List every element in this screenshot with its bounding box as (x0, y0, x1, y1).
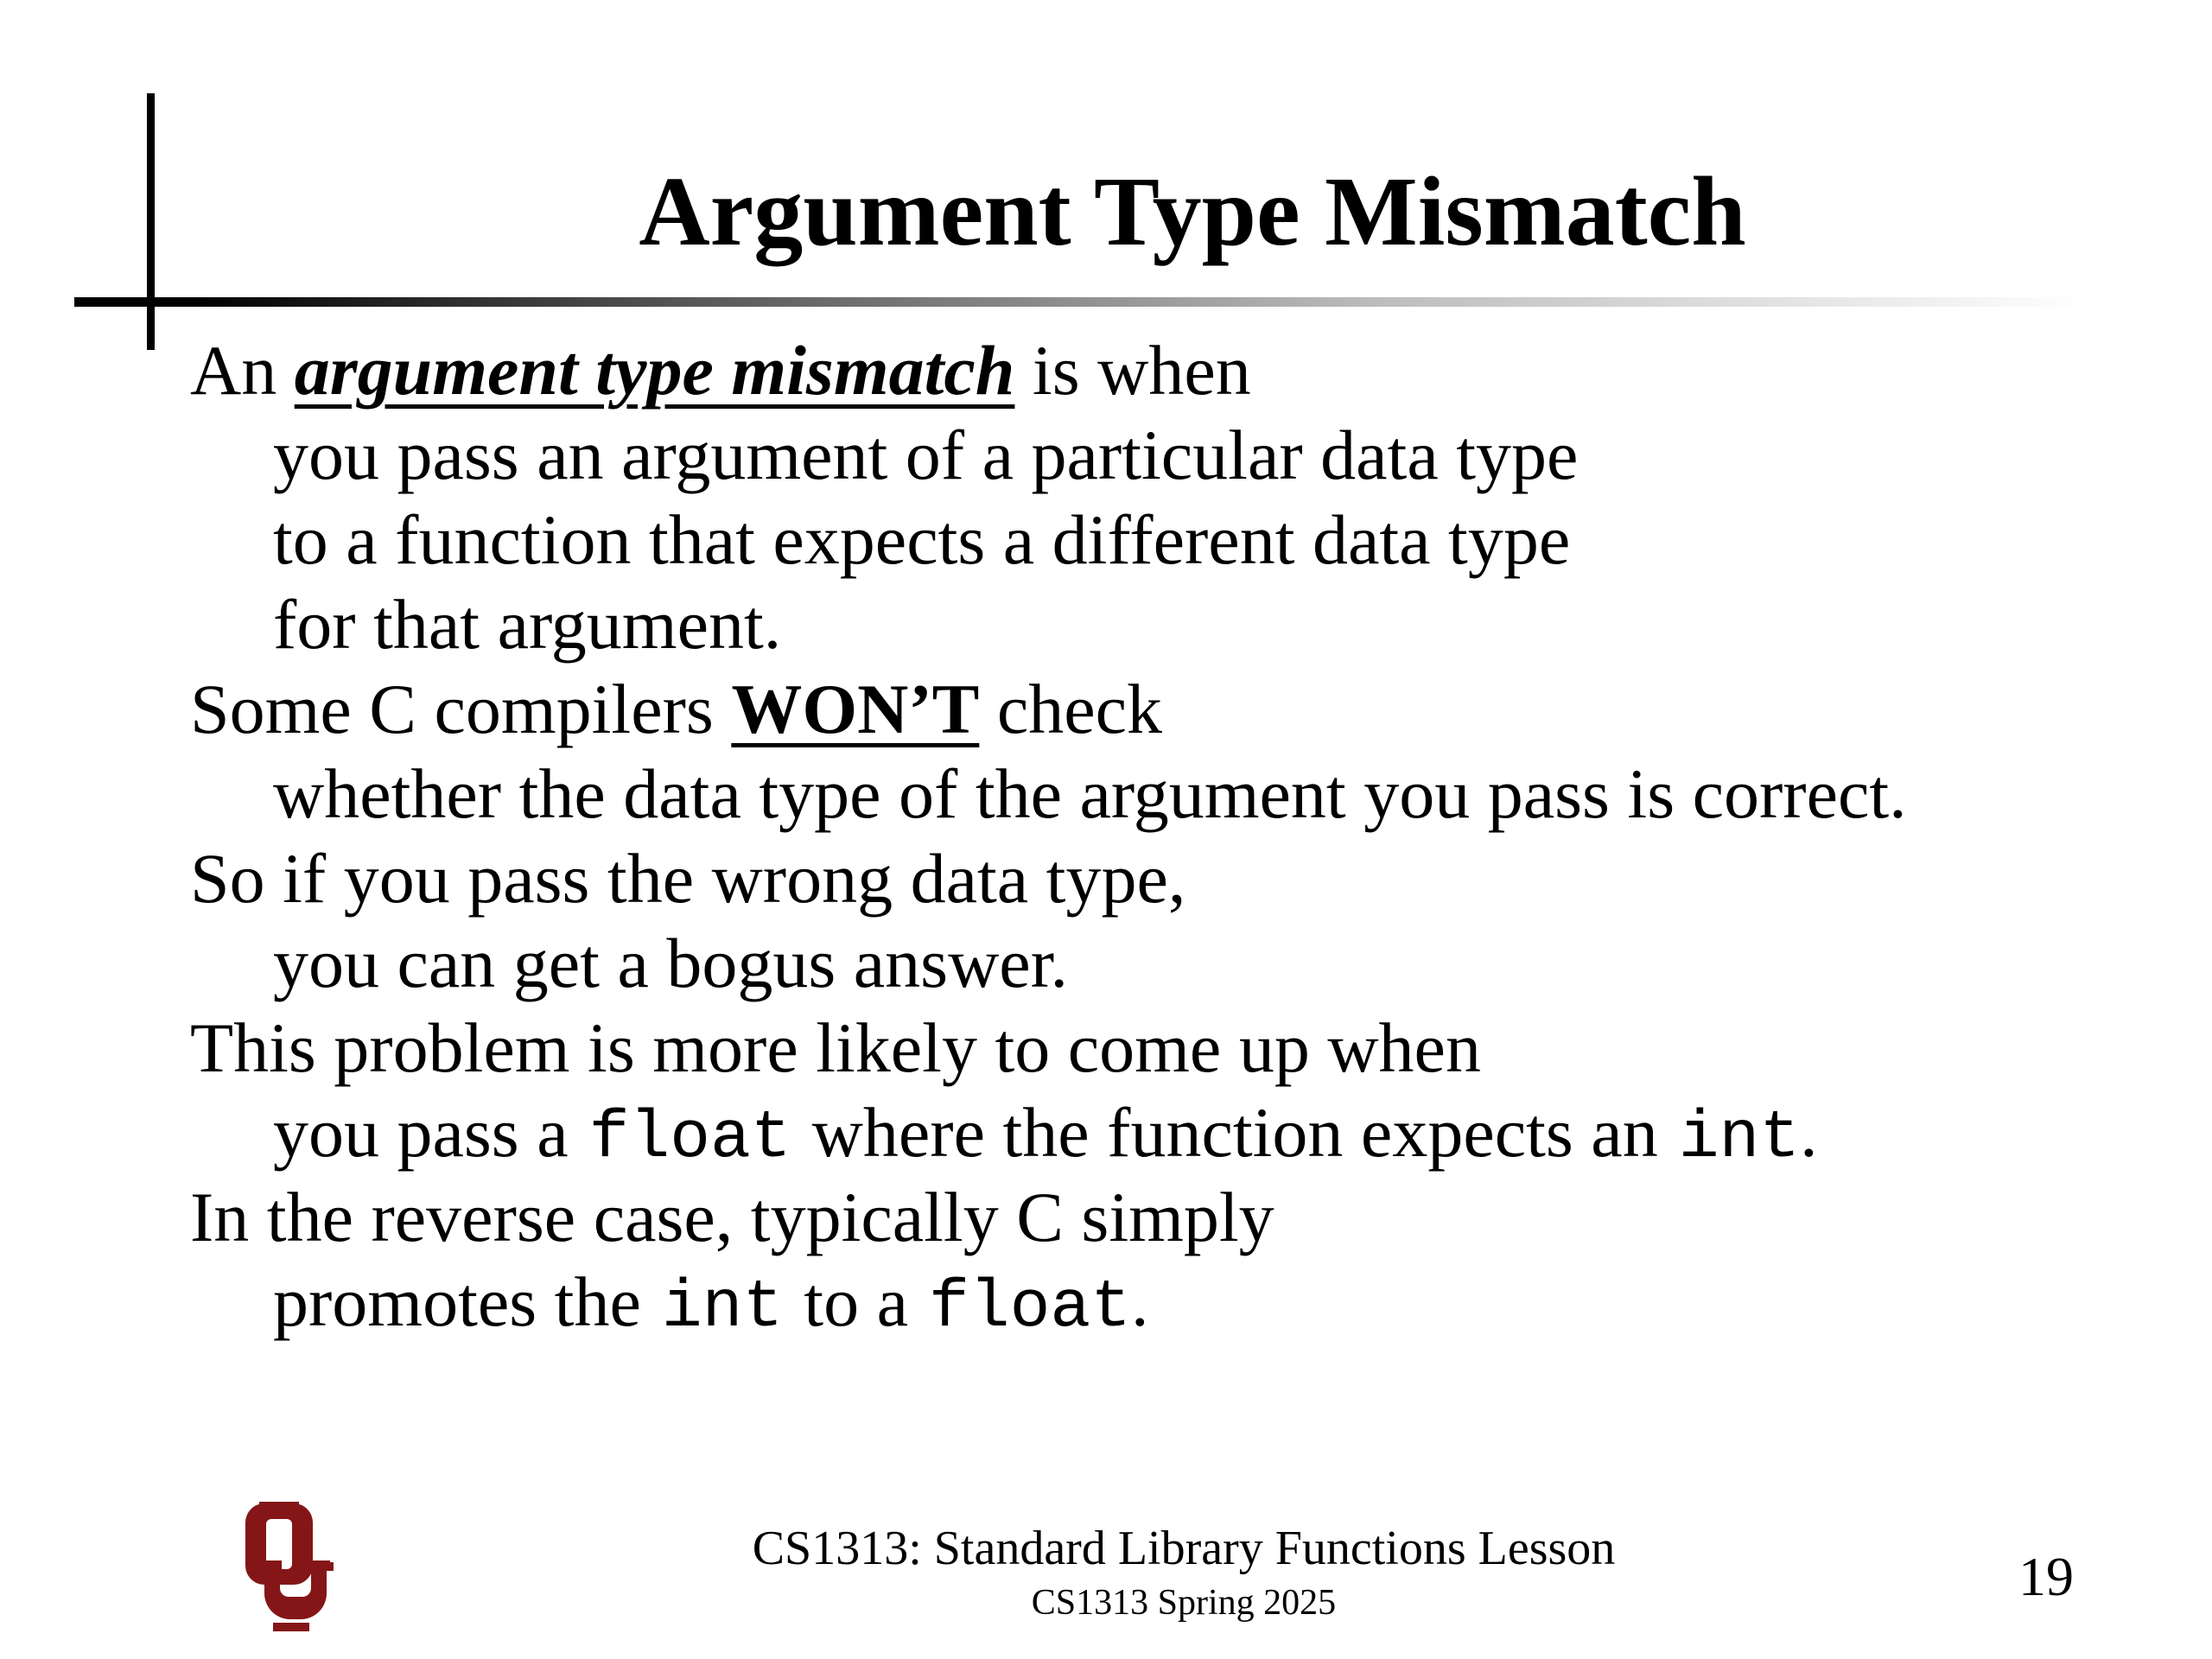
body-line-1: An argument type mismatch is when (190, 331, 1251, 410)
body-line-5: Some C compilers WON’T check (190, 670, 1163, 748)
body-line-7: So if you pass the wrong data type, (190, 839, 1186, 918)
slide-title: Argument Type Mismatch (639, 156, 1746, 266)
code-int: int (1678, 1101, 1801, 1177)
body-line-3: to a function that expects a different data type (273, 500, 1571, 579)
body-line-11: In the reverse case, typically C simply (190, 1178, 1274, 1256)
code-int: int (661, 1270, 784, 1346)
body-line-4: for that argument. (273, 585, 782, 664)
defined-term: argument type mismatch (294, 331, 1015, 410)
body-line-8: you can get a bogus answer. (273, 924, 1068, 1002)
footer-term: CS1313 Spring 2025 (1031, 1583, 1337, 1623)
decorative-horizontal-rule (74, 297, 2088, 307)
page-number: 19 (2018, 1546, 2074, 1607)
code-float: float (928, 1270, 1132, 1346)
body-line-12: promotes the int to a float. (273, 1262, 1149, 1346)
code-float: float (588, 1101, 791, 1177)
decorative-vertical-rule (147, 93, 155, 350)
body-line-9: This problem is more likely to come up when (190, 1008, 1481, 1087)
body-line-10: you pass a float where the function expects an int. (273, 1093, 1818, 1177)
slide-body (190, 328, 1907, 1344)
body-line-6: whether the data type of the argument you pass is correct. (273, 754, 1907, 833)
footer-course-title: CS1313: Standard Library Functions Lesson (752, 1522, 1616, 1575)
emphasis-wont: WON’T (731, 670, 980, 748)
body-line-2: you pass an argument of a particular data type (273, 416, 1579, 494)
